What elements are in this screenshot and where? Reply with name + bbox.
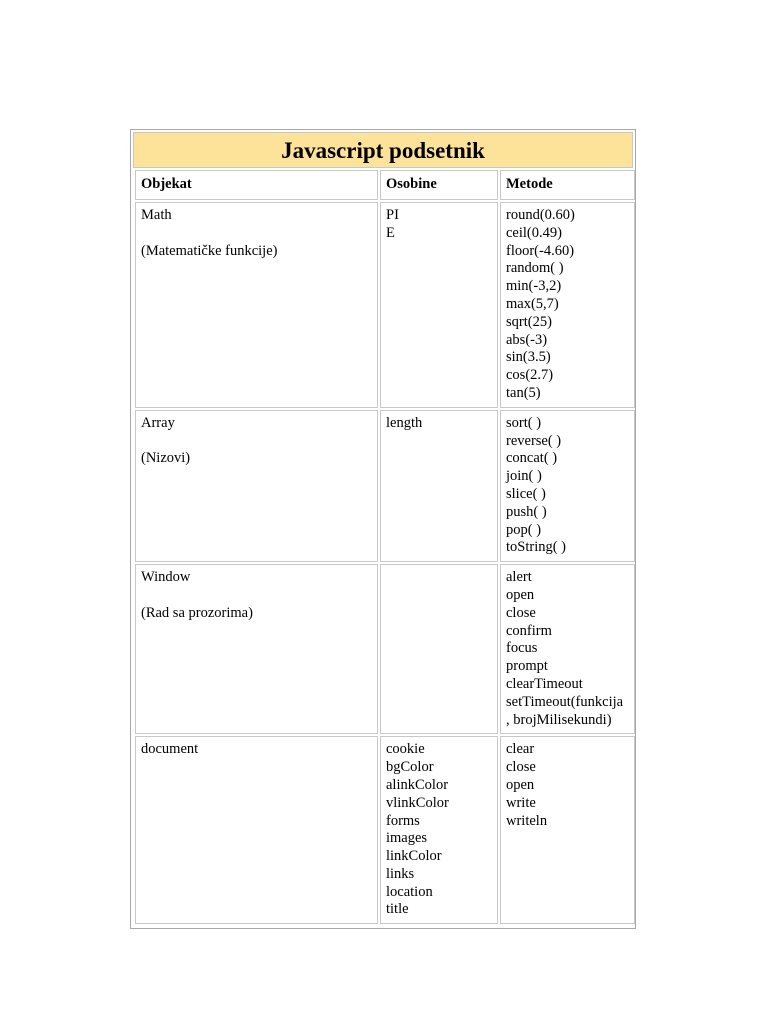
header-osobine: Osobine [380, 170, 498, 200]
object-name: Math [141, 207, 172, 223]
property-item: forms [386, 812, 420, 829]
table-row [135, 410, 635, 562]
method-item: join( ) [506, 468, 542, 485]
property-item: links [386, 865, 415, 882]
method-item: open [506, 776, 535, 793]
reference-table [133, 168, 637, 926]
method-item: prompt [506, 658, 548, 675]
property-item: vlinkColor [386, 794, 449, 811]
method-item: pop( ) [506, 521, 542, 538]
properties-cell [380, 564, 498, 734]
table-row [135, 736, 635, 924]
property-item: images [386, 830, 428, 847]
methods-cell [500, 410, 635, 562]
object-note: (Matematičke funkcije) [141, 242, 278, 259]
object-note: (Nizovi) [141, 450, 191, 467]
property-item: cookie [386, 741, 425, 758]
object-cell [135, 202, 378, 408]
header-objekat: Objekat [135, 170, 378, 200]
method-item: cos(2.7) [506, 367, 554, 384]
properties-cell [380, 736, 498, 924]
method-item: concat( ) [506, 450, 558, 467]
method-item: clearTimeout [506, 675, 583, 692]
object-name: document [141, 741, 199, 758]
method-item: reverse( ) [506, 432, 562, 449]
method-item: , brojMilisekundi) [506, 711, 612, 728]
method-item: ceil(0.49) [506, 224, 562, 241]
property-item: bgColor [386, 759, 434, 776]
methods-cell [500, 736, 635, 924]
method-item: focus [506, 640, 538, 657]
method-item: sqrt(25) [506, 313, 552, 330]
object-name: Window [141, 569, 191, 586]
method-item: random( ) [506, 260, 564, 277]
method-item: abs(-3) [506, 331, 548, 348]
table-title: Javascript podsetnik [133, 132, 633, 168]
property-item: location [386, 883, 433, 900]
table-row [135, 202, 635, 408]
table-row [135, 564, 635, 734]
method-item: alert [506, 569, 532, 586]
cheatsheet-table [130, 129, 636, 929]
property-item: PI [386, 207, 399, 223]
property-item: title [386, 901, 409, 918]
methods-cell [500, 202, 635, 408]
header-row [135, 170, 635, 200]
method-item: write [506, 794, 536, 811]
property-item: length [386, 414, 423, 431]
method-item: close [506, 759, 536, 776]
object-name: Array [141, 414, 175, 431]
object-cell [135, 564, 378, 734]
method-item: toString( ) [506, 539, 567, 556]
properties-cell [380, 410, 498, 562]
object-cell [135, 410, 378, 562]
method-item: round(0.60) [506, 207, 575, 223]
method-item: sin(3.5) [506, 349, 551, 366]
property-item: alinkColor [386, 776, 449, 793]
methods-cell [500, 564, 635, 734]
method-item: writeln [506, 812, 548, 829]
method-item: confirm [506, 622, 552, 639]
properties-cell [380, 202, 498, 408]
property-item: E [386, 224, 395, 241]
method-item: floor(-4.60) [506, 242, 575, 259]
method-item: clear [506, 741, 535, 758]
method-item: setTimeout(funkcija [506, 693, 624, 710]
method-item: max(5,7) [506, 295, 559, 312]
method-item: tan(5) [506, 384, 541, 401]
method-item: sort( ) [506, 414, 542, 431]
object-note: (Rad sa prozorima) [141, 604, 253, 621]
object-cell [135, 736, 378, 924]
header-metode: Metode [500, 170, 635, 200]
method-item: open [506, 586, 535, 603]
method-item: close [506, 604, 536, 621]
property-item: linkColor [386, 848, 442, 865]
method-item: push( ) [506, 503, 547, 520]
method-item: slice( ) [506, 485, 546, 502]
method-item: min(-3,2) [506, 278, 562, 295]
